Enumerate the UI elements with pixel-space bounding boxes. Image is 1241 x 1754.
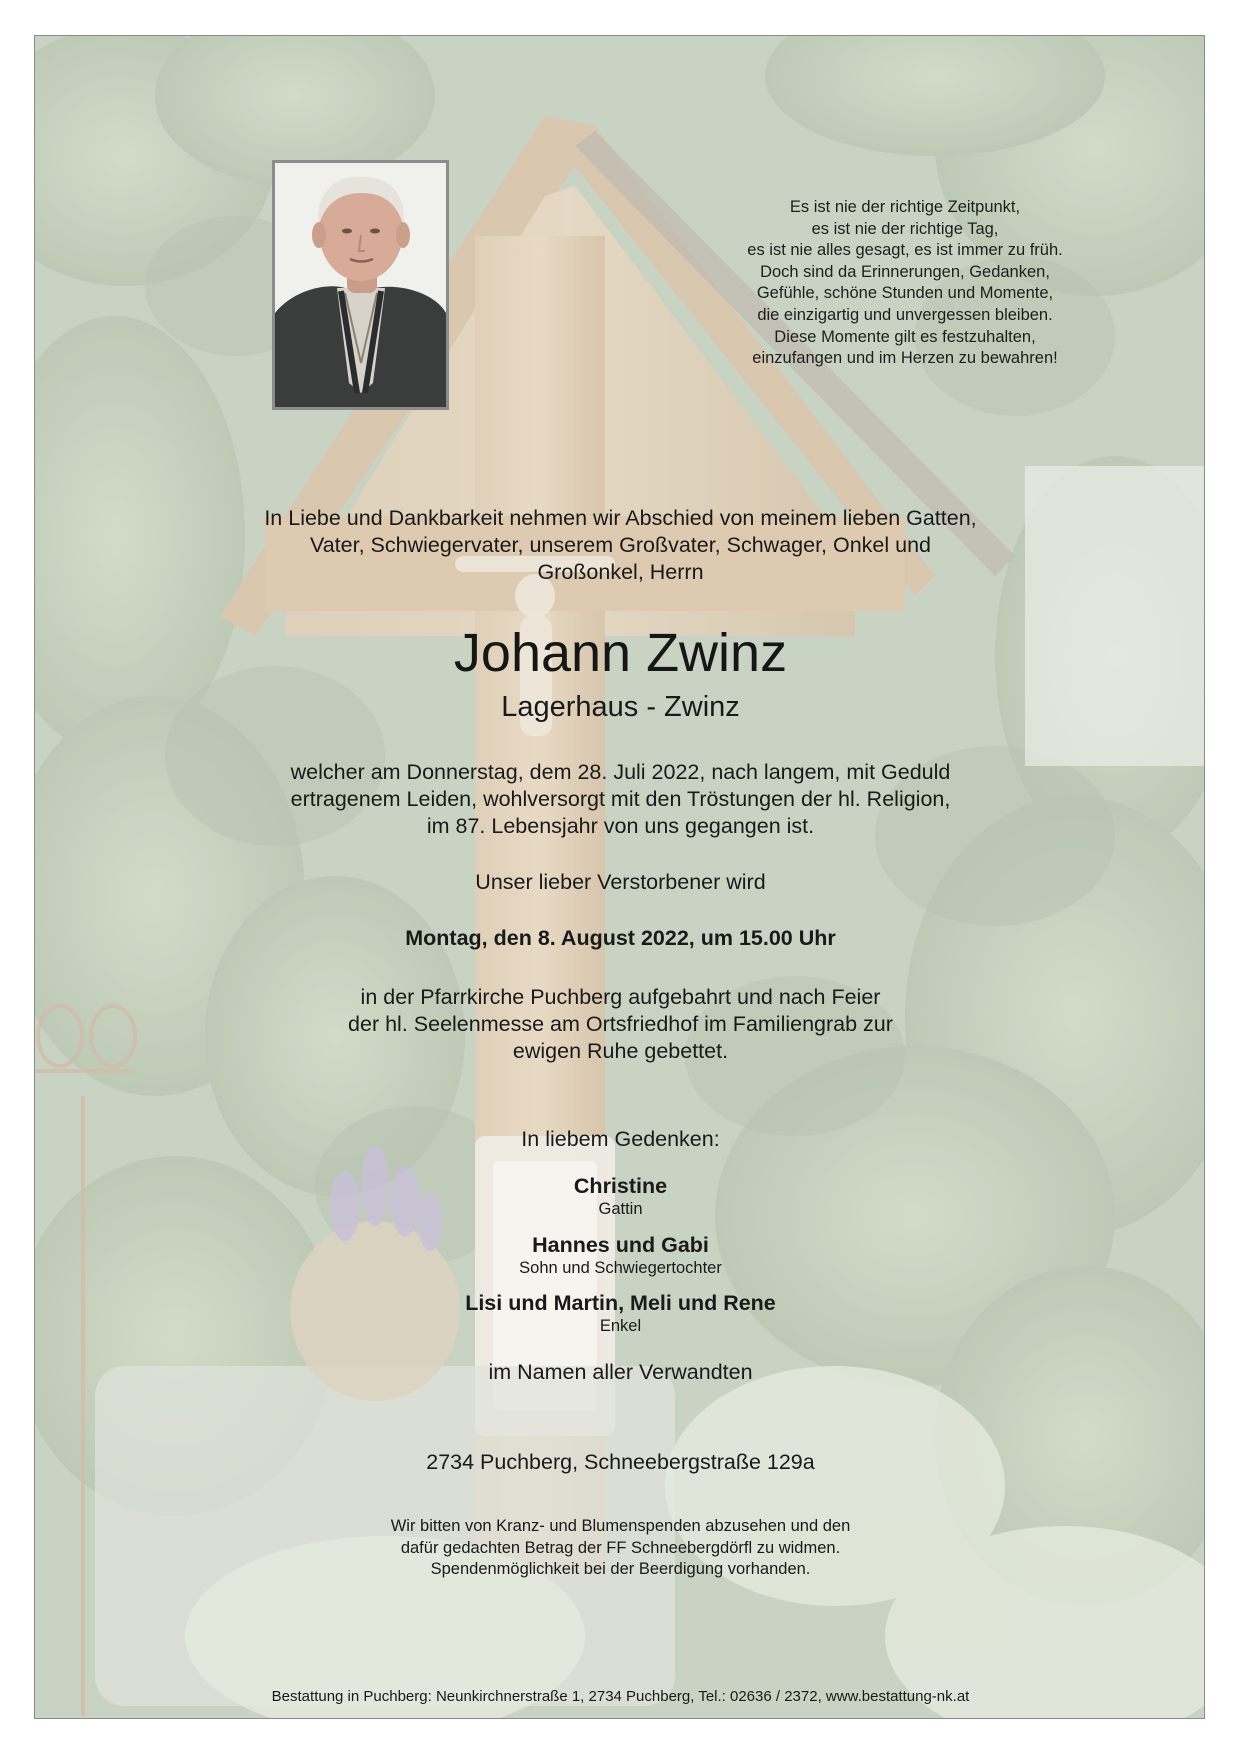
poem-quote [690, 197, 1120, 370]
donation-line: Spendenmöglichkeit bei der Beerdigung vorhanden. [430, 1560, 811, 1578]
quote-line: Es ist nie der richtige Zeitpunkt, [789, 198, 1021, 216]
donation-line: Wir bitten von Kranz- und Blumenspenden abzusehen und den [390, 1517, 851, 1535]
burial-line: ewigen Ruhe gebettet. [512, 1039, 729, 1063]
quote-line: es ist nie der richtige Tag, [811, 219, 999, 238]
deceased-subtitle: Lagerhaus - Zwinz [501, 691, 740, 723]
quote-line: einzufangen und im Herzen zu bewahren! [752, 349, 1058, 368]
intro-line: Großonkel, Herrn [537, 560, 704, 584]
relatives-text: im Namen aller Verwandten [488, 1360, 753, 1384]
mourner-name: Christine [573, 1174, 668, 1198]
portrait-photo [272, 160, 449, 410]
mourner-entry [0, 1173, 1241, 1219]
mourner-entry [0, 1232, 1241, 1278]
mourner-relation: Sohn und Schwiegertochter [519, 1259, 722, 1277]
burial-line: in der Pfarrkirche Puchberg aufgebahrt und nach Feier [360, 985, 881, 1009]
death-line: im 87. Lebensjahr von uns gegangen ist. [426, 814, 815, 838]
quote-line: es ist nie alles gesagt, es ist immer zu früh. [747, 241, 1063, 260]
address-text: 2734 Puchberg, Schneebergstraße 129a [426, 1450, 815, 1474]
quote-line: die einzigartig und unvergessen bleiben. [757, 305, 1053, 324]
quote-line: Diese Momente gilt es festzuhalten, [774, 327, 1036, 346]
memory-heading: In liebem Gedenken: [521, 1127, 720, 1151]
burial-text [0, 984, 1241, 1065]
intro-line: In Liebe und Dankbarkeit nehmen wir Abschied von meinem lieben Gatten, [264, 506, 977, 530]
funeral-home-footer: Bestattung in Puchberg: Neunkirchnerstraße 1, 2734 Puchberg, Tel.: 02636 / 2372, www.bestattung-nk.at [271, 1688, 970, 1705]
intro-line: Vater, Schwiegervater, unserem Großvater, Schwager, Onkel und [309, 533, 932, 557]
burial-line: der hl. Seelenmesse am Ortsfriedhof im Familiengrab zur [348, 1012, 893, 1036]
mourner-relation: Gattin [598, 1200, 643, 1218]
mourner-name: Hannes und Gabi [532, 1233, 709, 1257]
death-notice [0, 759, 1241, 840]
farewell-intro [0, 505, 1241, 586]
death-line: ertragenem Leiden, wohlversorgt mit den Tröstungen der hl. Religion, [290, 787, 951, 811]
mourner-name: Lisi und Martin, Meli und Rene [465, 1291, 776, 1315]
quote-line: Gefühle, schöne Stunden und Momente, [756, 284, 1054, 303]
mourner-entry [0, 1290, 1241, 1336]
funeral-date: Montag, den 8. August 2022, um 15.00 Uhr [405, 926, 836, 950]
death-line: welcher am Donnerstag, dem 28. Juli 2022, nach langem, mit Geduld [290, 760, 951, 784]
donation-note [0, 1516, 1241, 1581]
deceased-name: Johann Zwinz [453, 623, 788, 683]
mourner-relation: Enkel [599, 1317, 642, 1335]
announce-text: Unser lieber Verstorbener wird [475, 870, 766, 894]
quote-line: Doch sind da Erinnerungen, Gedanken, [760, 262, 1050, 281]
donation-line: dafür gedachten Betrag der FF Schneebergdörfl zu widmen. [400, 1538, 841, 1557]
